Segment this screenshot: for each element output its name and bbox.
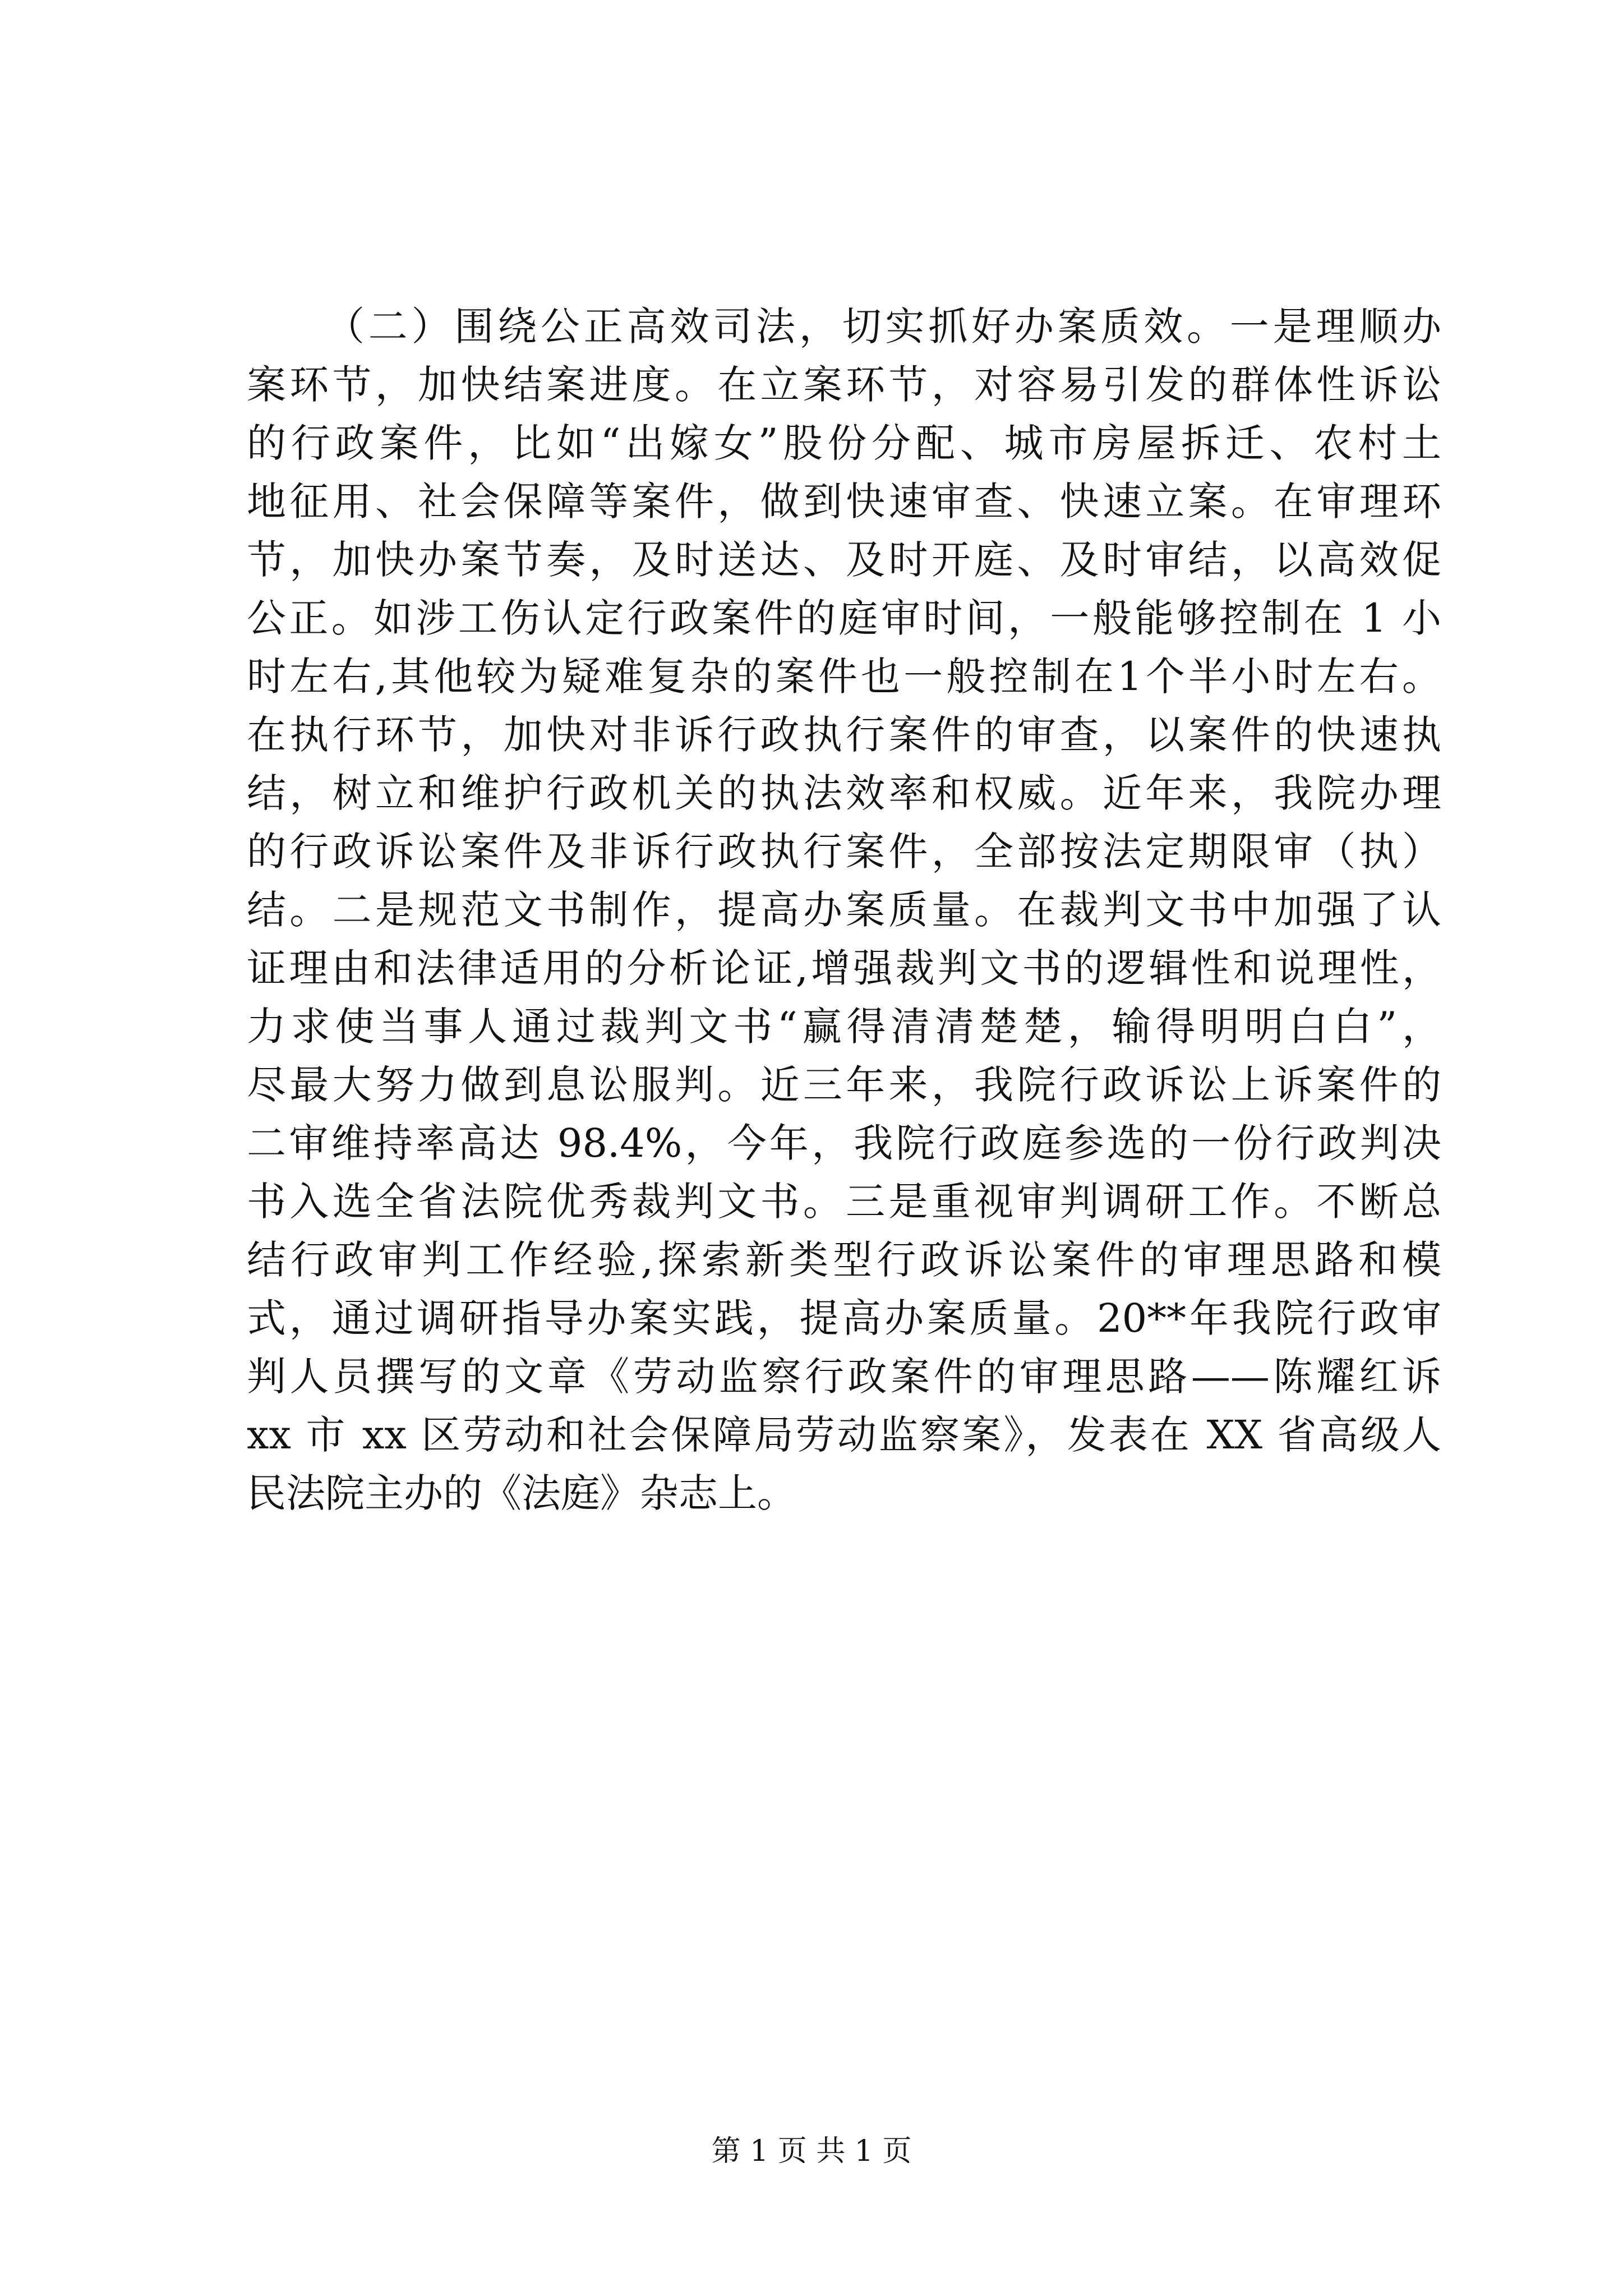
paragraph-line: 结，树立和维护行政机关的执法效率和权威。近年来，我院办理 xyxy=(247,770,1441,816)
paragraph-line: 的行政诉讼案件及非诉行政执行案件，全部按法定期限审（执） xyxy=(247,829,1441,875)
paragraph-line: 结行政审判工作经验,探索新类型行政诉讼案件的审理思路和模 xyxy=(247,1237,1441,1283)
paragraph-line: 节，加快办案节奏，及时送达、及时开庭、及时审结，以高效促 xyxy=(247,537,1441,583)
paragraph-line: 的行政案件，比如“出嫁女”股份分配、城市房屋拆迁、农村土 xyxy=(247,420,1441,466)
paragraph-line: 公正。如涉工伤认定行政案件的庭审时间，一般能够控制在 1 小 xyxy=(247,595,1441,641)
paragraph-line: 在执行环节，加快对非诉行政执行案件的审查，以案件的快速执 xyxy=(247,712,1441,758)
paragraph-line: 书入选全省法院优秀裁判文书。三是重视审判调研工作。不断总 xyxy=(247,1179,1441,1225)
page-number-footer: 第 1 页 共 1 页 xyxy=(711,2134,912,2168)
paragraph-line: 结。二是规范文书制作，提高办案质量。在裁判文书中加强了认 xyxy=(247,887,1441,933)
body-paragraph xyxy=(247,297,1441,1522)
paragraph-line: 二审维持率高达 98.4%，今年，我院行政庭参选的一份行政判决 xyxy=(247,1120,1441,1166)
paragraph-line: 民法院主办的《法庭》杂志上。 xyxy=(247,1470,796,1516)
paragraph-line: 时左右,其他较为疑难复杂的案件也一般控制在1个半小时左右。 xyxy=(247,654,1441,700)
paragraph-line: 证理由和法律适用的分析论证,增强裁判文书的逻辑性和说理性， xyxy=(247,945,1441,991)
paragraph-line: 力求使当事人通过裁判文书“赢得清清楚楚，输得明明白白”， xyxy=(247,1004,1441,1050)
paragraph-line: 尽最大努力做到息讼服判。近三年来，我院行政诉讼上诉案件的 xyxy=(247,1062,1441,1108)
paragraph-line: 地征用、社会保障等案件，做到快速审查、快速立案。在审理环 xyxy=(247,478,1441,524)
paragraph-line: xx 市 xx 区劳动和社会保障局劳动监察案》，发表在 XX 省高级人 xyxy=(247,1412,1441,1458)
paragraph-line: （二）围绕公正高效司法，切实抓好办案质效。一是理顺办 xyxy=(325,303,1441,349)
paragraph-line: 式，通过调研指导办案实践，提高办案质量。20**年我院行政审 xyxy=(247,1295,1441,1341)
paragraph-line: 案环节，加快结案进度。在立案环节，对容易引发的群体性诉讼 xyxy=(247,362,1441,408)
paragraph-line: 判人员撰写的文章《劳动监察行政案件的审理思路——陈耀红诉 xyxy=(247,1354,1441,1400)
